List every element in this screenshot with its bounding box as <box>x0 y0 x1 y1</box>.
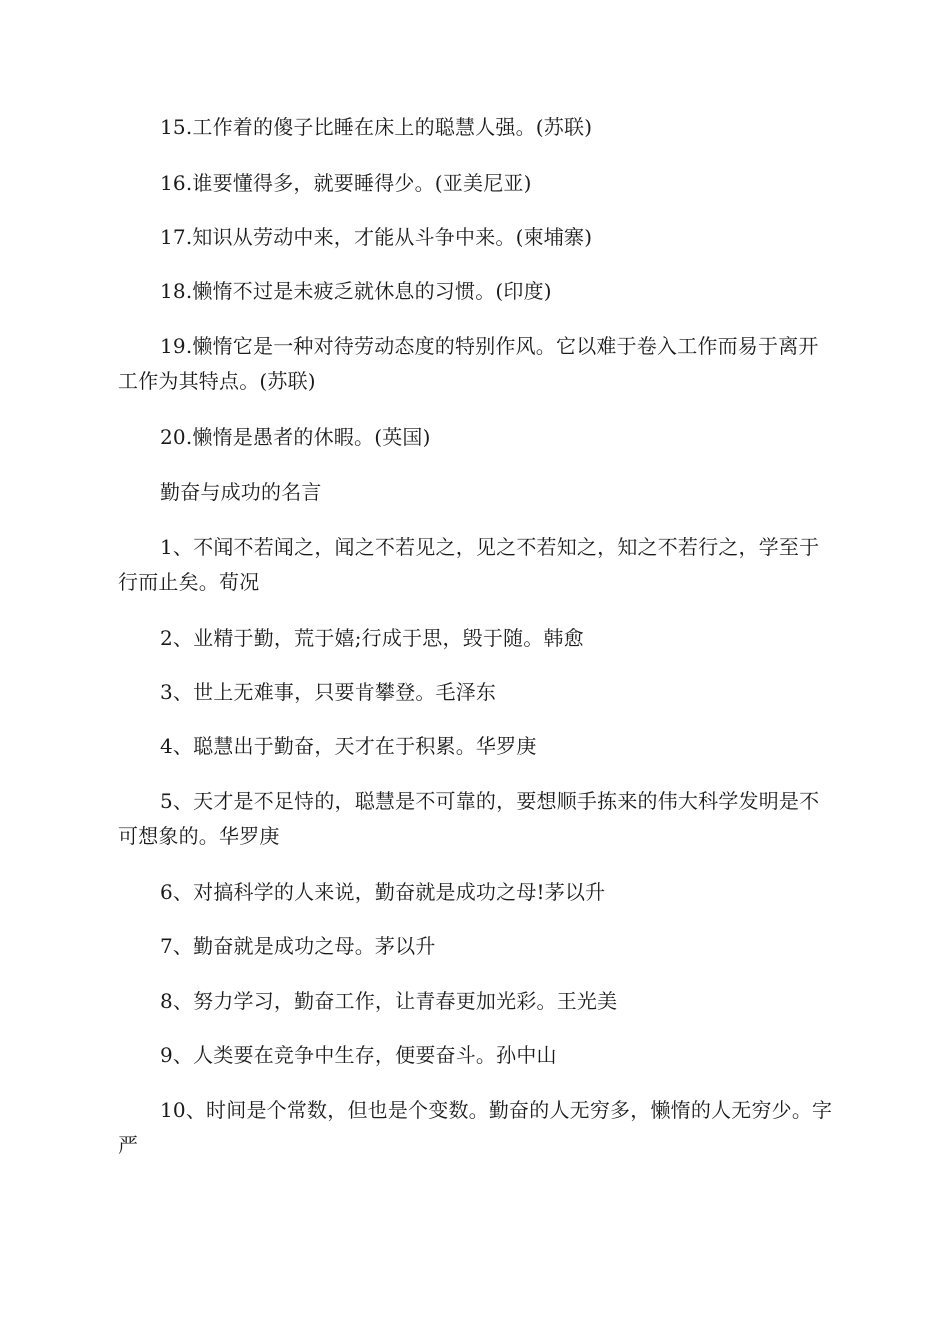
success-quote-2: 2、业精于勤，荒于嬉;行成于思，毁于随。韩愈 <box>160 626 584 650</box>
success-quote-3: 3、世上无难事，只要肯攀登。毛泽东 <box>160 680 497 704</box>
quote-20: 20.懒惰是愚者的休暇。(英国) <box>160 425 431 449</box>
success-quote-4: 4、聪慧出于勤奋，天才在于积累。华罗庚 <box>160 734 537 758</box>
quote-15: 15.工作着的傻子比睡在床上的聪慧人强。(苏联) <box>160 115 593 139</box>
quote-19: 19.懒惰它是一种对待劳动态度的特别作风。它以难于卷入工作而易于离开工作为其特点。(苏联) <box>118 334 819 393</box>
success-quote-1: 1、不闻不若闻之，闻之不若见之，见之不若知之，知之不若行之，学至于行而止矣。荀况 <box>118 535 820 594</box>
success-quote-6: 6、对搞科学的人来说，勤奋就是成功之母!茅以升 <box>160 880 606 904</box>
quote-18: 18.懒惰不过是未疲乏就休息的习惯。(印度) <box>160 279 552 303</box>
quote-16: 16.谁要懂得多，就要睡得少。(亚美尼亚) <box>160 171 532 195</box>
success-quote-9: 9、人类要在竞争中生存，便要奋斗。孙中山 <box>160 1043 557 1067</box>
section-heading: 勤奋与成功的名言 <box>160 480 322 504</box>
success-quote-8: 8、努力学习，勤奋工作，让青春更加光彩。王光美 <box>160 989 618 1013</box>
quote-17: 17.知识从劳动中来，才能从斗争中来。(柬埔寨) <box>160 225 593 249</box>
success-quote-10: 10、时间是个常数，但也是个变数。勤奋的人无穷多，懒惰的人无穷少。字严 <box>118 1098 833 1157</box>
success-quote-7: 7、勤奋就是成功之母。茅以升 <box>160 934 436 958</box>
success-quote-5: 5、天才是不足恃的，聪慧是不可靠的，要想顺手拣来的伟大科学发明是不可想象的。华罗庚 <box>118 789 820 848</box>
